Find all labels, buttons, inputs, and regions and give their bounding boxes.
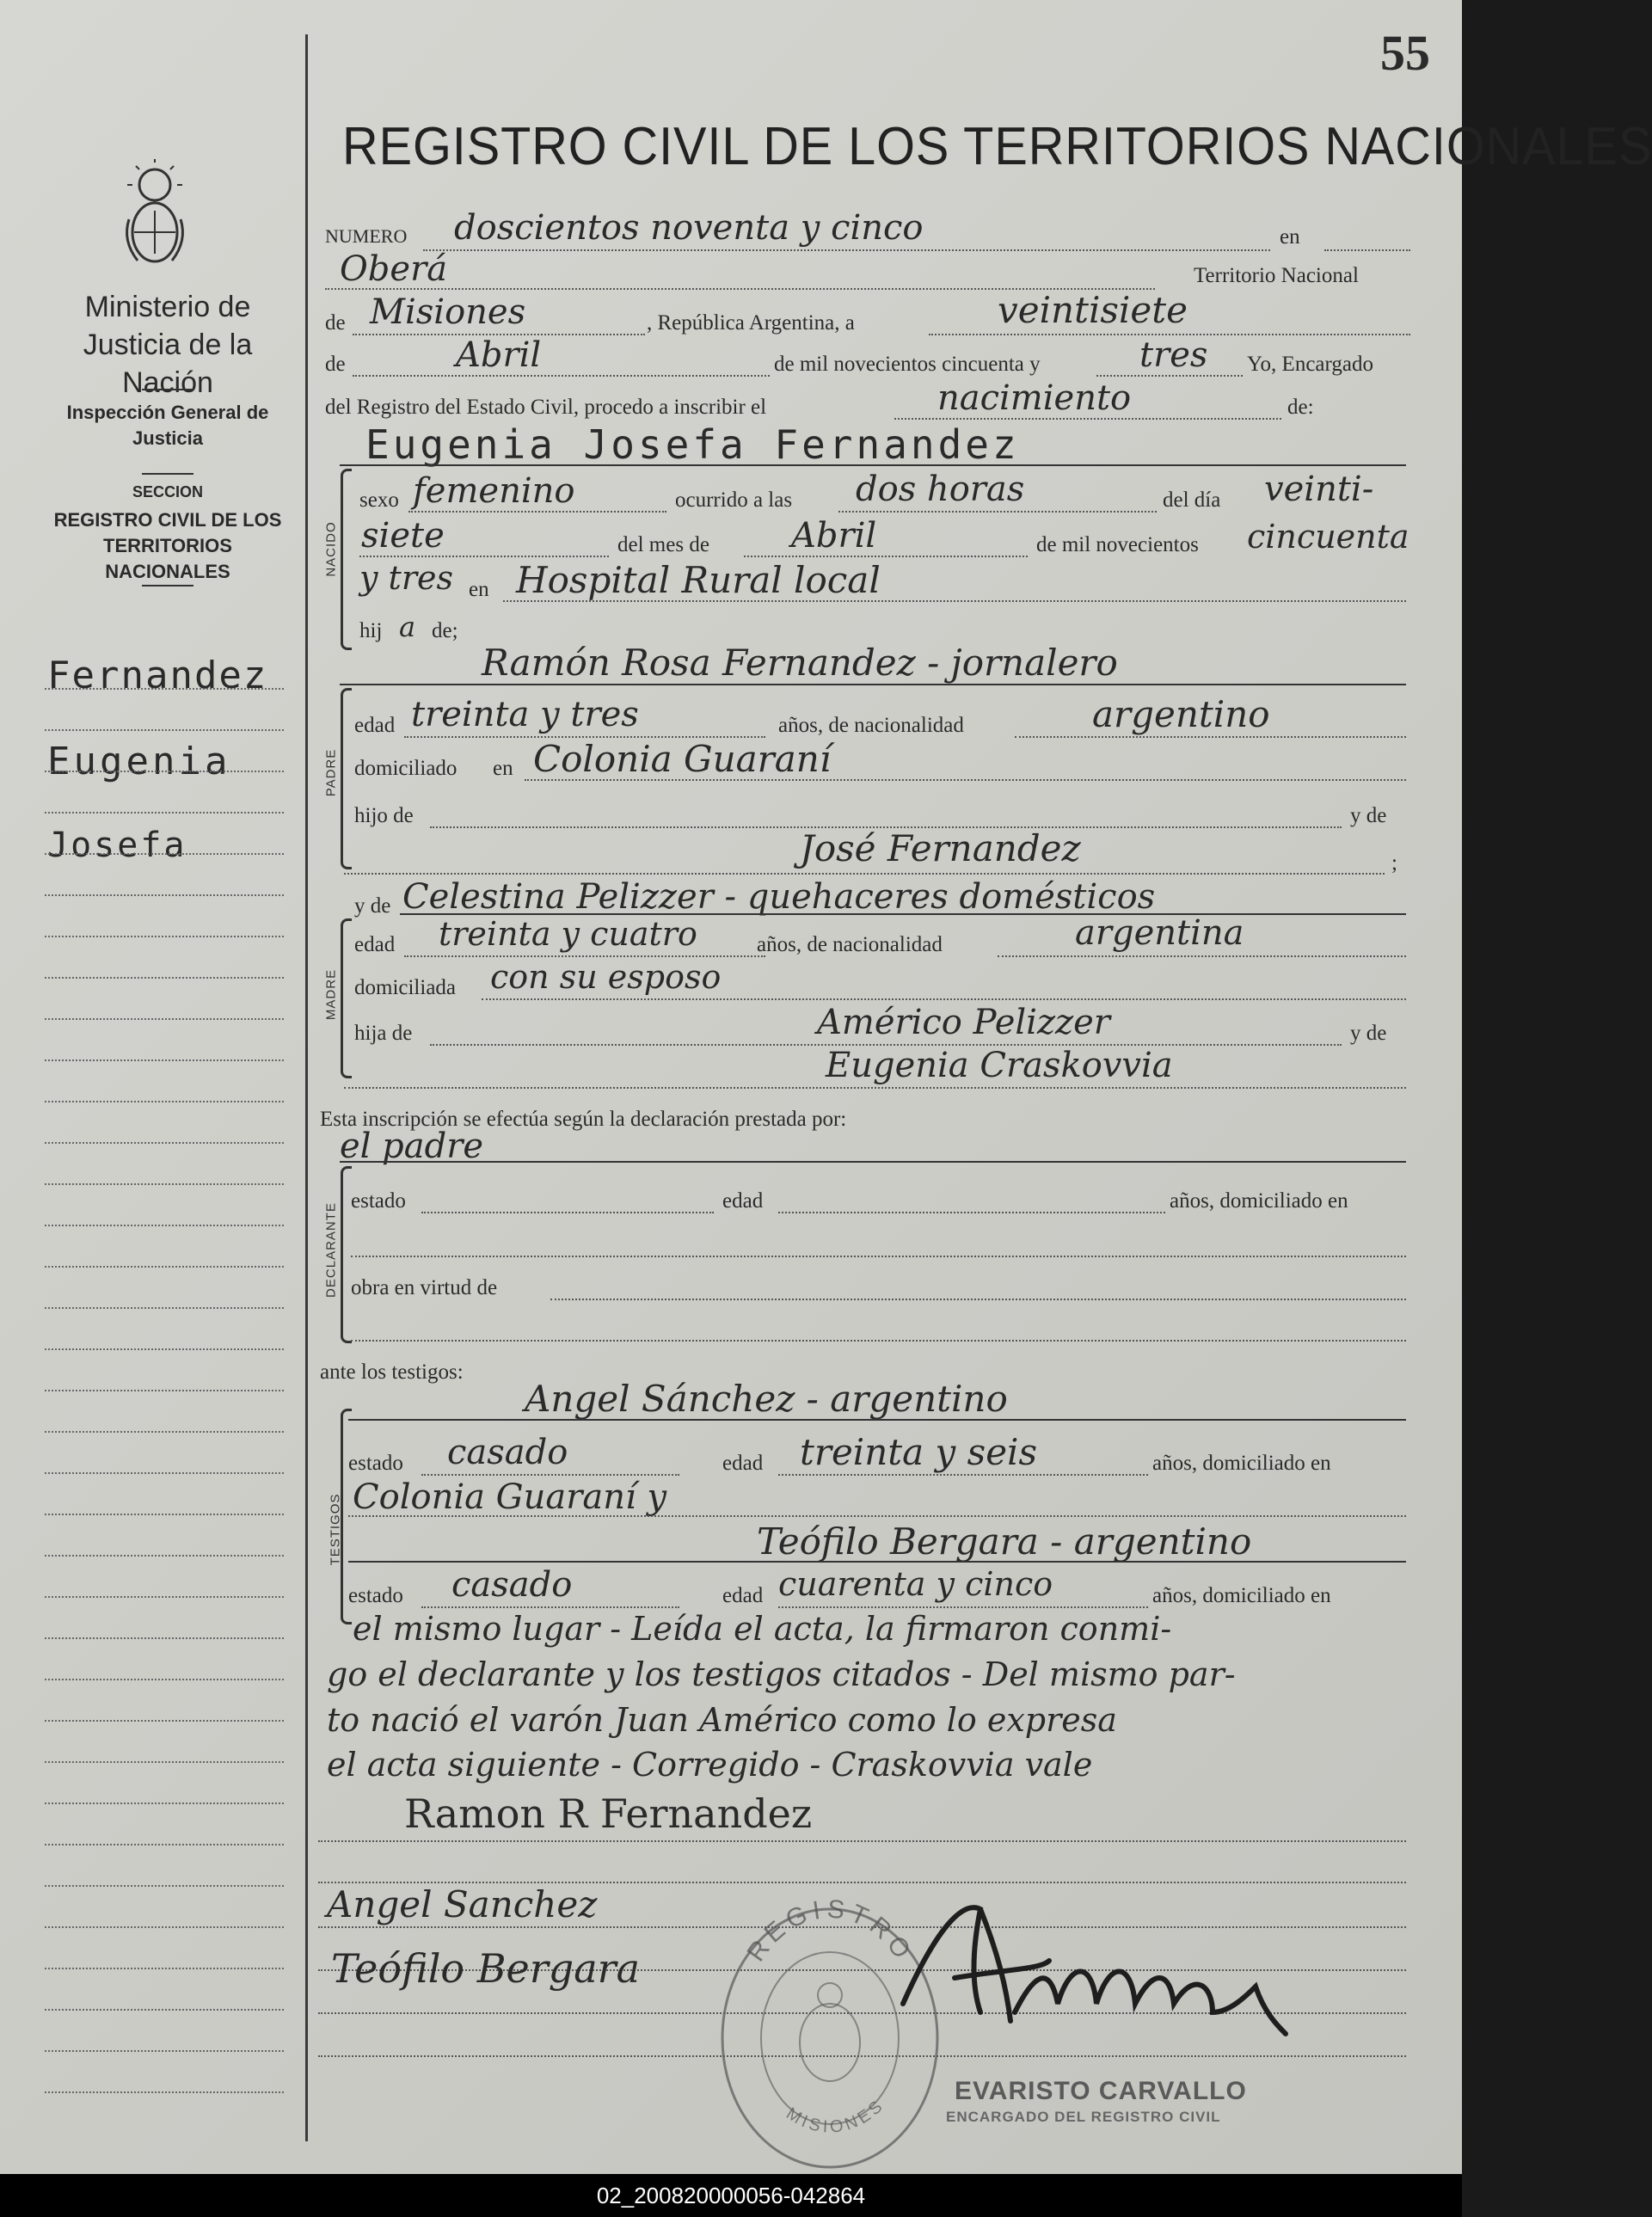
- hij-label: hij: [359, 619, 383, 642]
- acto-value: nacimiento: [937, 378, 1132, 418]
- sidebar-ruled-line: [45, 1183, 284, 1185]
- nacido-label: NACIDO: [323, 521, 339, 577]
- stamp-name: EVARISTO CARVALLO: [955, 2077, 1247, 2105]
- anio-nac-1-value: cincuenta: [1247, 518, 1409, 556]
- heading-rule: [142, 389, 193, 390]
- sidebar-ruled-line: [45, 1225, 284, 1226]
- declarante-value: el padre: [340, 1127, 484, 1166]
- sidebar-ruled-line: [45, 1348, 284, 1350]
- testigo1-value: Angel Sánchez - argentino: [525, 1378, 1008, 1420]
- mes-nac-value: Abril: [791, 516, 877, 556]
- padre-bracket: [341, 688, 352, 869]
- stamp-ring-top: REGISTRO: [741, 1895, 919, 1968]
- hora-line: [838, 511, 1157, 513]
- acto-line: [894, 418, 1281, 420]
- de-colon-label: de:: [1287, 396, 1314, 419]
- anio-line: [1096, 375, 1243, 377]
- declarante-edad-line: [778, 1212, 1165, 1213]
- numero-label: NUMERO: [325, 225, 408, 247]
- lugar-value: Oberá: [340, 249, 448, 289]
- hijo-de-label: hijo de: [354, 804, 414, 827]
- madre-anos-label: años, de nacionalidad: [757, 933, 943, 956]
- madre-dom-value: con su esposo: [490, 958, 722, 996]
- de-mil-2-label: de mil novecientos: [1036, 533, 1199, 556]
- nota-line-4: el acta siguiente - Corregido - Craskovvia vale: [327, 1746, 1093, 1784]
- del-dia-label: del día: [1163, 488, 1221, 512]
- section-label: SECCION: [132, 483, 203, 501]
- sidebar-ruled-line: [45, 1761, 284, 1763]
- sidebar-ruled-line: [45, 853, 284, 855]
- declarante-edad-label: edad: [722, 1189, 764, 1213]
- sidebar-ruled-line: [45, 1514, 284, 1515]
- nota-line-3: to nació el varón Juan Américo como lo expresa: [327, 1701, 1117, 1739]
- heading-rule-3: [142, 585, 193, 586]
- nombre-line: [340, 464, 1406, 466]
- territorio-label: Territorio Nacional: [1194, 264, 1359, 287]
- hora-value: dos horas: [856, 470, 1025, 509]
- madre-bracket: [341, 918, 352, 1078]
- obra-line: [550, 1299, 1406, 1300]
- sexo-line: [408, 511, 666, 513]
- del-mes-label: del mes de: [617, 533, 709, 556]
- inspection-heading: Inspección General de Justicia: [66, 402, 269, 449]
- dia-nac-2-value: siete: [361, 516, 445, 556]
- en-label-2: en: [469, 578, 489, 601]
- declarante-estado-label: estado: [351, 1189, 406, 1213]
- t2-edad-label: edad: [722, 1584, 764, 1607]
- dia-nac-2-line: [359, 556, 609, 557]
- t2-estado-label: estado: [348, 1584, 403, 1607]
- t1-edad-value: treinta y seis: [800, 1431, 1038, 1473]
- mes-value: Abril: [456, 335, 542, 375]
- en-label: en: [1280, 225, 1300, 249]
- del-registro-label: del Registro del Estado Civil, procedo a inscribir el: [325, 396, 767, 419]
- madre-y-de-label: y de: [354, 894, 391, 918]
- ministry-heading: Ministerio de Justicia de la Nación: [83, 291, 253, 399]
- ocurrido-label: ocurrido a las: [675, 488, 793, 512]
- anio-value: tres: [1139, 335, 1208, 375]
- firma-testigo-1: Angel Sanchez: [327, 1883, 598, 1925]
- anio-nac-2-value: y tres: [359, 559, 453, 597]
- en-line: [1324, 249, 1410, 251]
- padre-padres-line: [344, 873, 1385, 875]
- t2-estado-line: [421, 1606, 679, 1608]
- madre-y-de-label-2: y de: [1350, 1022, 1387, 1045]
- territorio-value: Misiones: [370, 292, 526, 332]
- t1-dom-value: Colonia Guaraní y: [353, 1477, 667, 1517]
- sidebar-ruled-line: [45, 1307, 284, 1309]
- padre-y-de-label: y de: [1350, 804, 1387, 827]
- sidebar-ruled-line: [45, 1390, 284, 1391]
- sidebar-ruled-line: [45, 936, 284, 937]
- sidebar-ruled-line: [45, 1596, 284, 1598]
- t1-estado-line: [421, 1474, 679, 1476]
- stamp-ring-bottom: MISIONES: [783, 2095, 889, 2137]
- numero-value: doscientos noventa y cinco: [454, 208, 924, 248]
- madre-nac-value: argentina: [1075, 913, 1244, 953]
- sidebar-ruled-line: [45, 977, 284, 979]
- sidebar-ruled-line: [45, 812, 284, 814]
- testigo2-line-top: [348, 1515, 1406, 1517]
- inscripcion-label: Esta inscripción se efectúa según la declaración prestada por:: [320, 1108, 847, 1131]
- sidebar-ruled-line: [45, 729, 284, 731]
- nacido-bracket: [341, 469, 352, 650]
- padre-nombre-value: Ramón Rosa Fernandez - jornalero: [482, 642, 1118, 684]
- dia-value: veintisiete: [998, 289, 1188, 331]
- image-caption: 02_200820000056-042864: [0, 2174, 1462, 2217]
- declarante-anos-label: años, domiciliado en: [1170, 1189, 1348, 1213]
- yo-label: Yo, Encargado: [1247, 353, 1373, 376]
- testigos-label: TESTIGOS: [328, 1493, 343, 1566]
- sidebar-ruled-line: [45, 1101, 284, 1102]
- ante-label: ante los testigos:: [320, 1360, 464, 1384]
- testigo1-line: [348, 1419, 1406, 1421]
- sidebar-ruled-line: [45, 1472, 284, 1474]
- sidebar-ruled-line: [45, 1555, 284, 1557]
- republica-label: , República Argentina, a: [647, 311, 855, 335]
- sidebar-ruled-line: [45, 1720, 284, 1722]
- sidebar-ruled-line: [45, 1802, 284, 1804]
- madre-edad-value: treinta y cuatro: [439, 915, 697, 953]
- lugar-nac-value: Hospital Rural local: [516, 559, 881, 601]
- declarante-estado-line: [421, 1212, 714, 1213]
- padre-edad-label: edad: [354, 714, 396, 737]
- sidebar-ruled-line: [45, 1431, 284, 1433]
- sidebar-ruled-line: [45, 894, 284, 896]
- national-coat-of-arms-icon: [120, 159, 189, 267]
- sidebar-second-name: Josefa: [47, 826, 187, 865]
- section-name: REGISTRO CIVIL DE LOS TERRITORIOS NACIONALES: [53, 509, 282, 582]
- t1-edad-line: [778, 1474, 1148, 1476]
- madre-padre-value: Américo Pelizzer: [817, 1003, 1110, 1042]
- nota-line-1: el mismo lugar - Leída el acta, la firmaron conmi-: [353, 1610, 1172, 1648]
- obra-label: obra en virtud de: [351, 1276, 498, 1299]
- encargado-signature: [886, 1875, 1290, 2038]
- padre-en-label: en: [493, 757, 513, 780]
- padre-dom-label: domiciliado: [354, 757, 458, 780]
- obra-line-2: [351, 1340, 1406, 1342]
- padre-edad-value: treinta y tres: [411, 695, 639, 734]
- declarante-line: [340, 1161, 1406, 1163]
- padre-nac-line: [1015, 736, 1406, 738]
- nombre-value: Eugenia Josefa Fernandez: [365, 421, 1020, 468]
- sexo-label: sexo: [359, 488, 399, 512]
- de-label-1: de: [325, 311, 346, 335]
- t2-anos-label: años, domiciliado en: [1152, 1584, 1331, 1607]
- madre-edad-line: [404, 955, 765, 957]
- padre-nombre-line: [340, 684, 1406, 685]
- sidebar-ruled-line: [45, 1018, 284, 1020]
- mes-line: [353, 375, 770, 377]
- page-number: 55: [1380, 25, 1430, 81]
- sidebar-ruled-line: [45, 2091, 284, 2093]
- sidebar-ruled-line: [45, 1926, 284, 1928]
- sidebar-ruled-line: [45, 1968, 284, 1969]
- hij-suffix: a: [399, 611, 416, 643]
- sidebar-ruled-line: [45, 1679, 284, 1680]
- mes-nac-line: [744, 556, 1028, 557]
- t2-edad-line: [778, 1606, 1148, 1608]
- hija-de-label: hija de: [354, 1022, 413, 1045]
- padre-anos-label: años, de nacionalidad: [778, 714, 964, 737]
- padre-semicolon: ;: [1391, 851, 1397, 875]
- dia-nac-1-value: veinti-: [1264, 470, 1374, 509]
- t1-anos-label: años, domiciliado en: [1152, 1452, 1331, 1475]
- padre-padres-value: José Fernandez: [800, 827, 1081, 869]
- t2-estado-value: casado: [451, 1565, 573, 1605]
- padre-label: PADRE: [323, 748, 339, 797]
- testigo2-value: Teófilo Bergara - argentino: [757, 1520, 1252, 1563]
- declarante-label: DECLARANTE: [323, 1202, 339, 1298]
- firma-padre-line: [318, 1840, 1406, 1842]
- t1-estado-value: casado: [447, 1433, 568, 1472]
- madre-nombre-value: Celestina Pelizzer - quehaceres domésticos: [402, 877, 1156, 917]
- svg-text:MISIONES: [783, 2095, 888, 2137]
- sidebar-ruled-line: [45, 771, 284, 772]
- de-label-2: de: [325, 353, 346, 376]
- sidebar-ruled-line: [45, 1266, 284, 1268]
- sidebar-ruled-line: [45, 1885, 284, 1887]
- madre-madre-line: [344, 1087, 1406, 1089]
- de-semicolon-label: de;: [432, 619, 458, 642]
- sidebar-ruled-line: [45, 1844, 284, 1845]
- sidebar-divider: [305, 34, 308, 2141]
- sidebar-ruled-line: [45, 1637, 284, 1639]
- heading-rule-2: [142, 473, 193, 475]
- t1-estado-label: estado: [348, 1452, 403, 1475]
- sidebar-ruled-line: [45, 1059, 284, 1061]
- madre-madre-value: Eugenia Craskovvia: [826, 1046, 1173, 1085]
- sidebar-ruled-line: [45, 688, 284, 690]
- sidebar-surname: Fernandez: [47, 654, 268, 697]
- sexo-value: femenino: [413, 471, 575, 511]
- nota-line-2: go el declarante y los testigos citados - Del mismo par-: [327, 1655, 1236, 1693]
- declarante-dom-line: [351, 1256, 1406, 1257]
- madre-dom-label: domiciliada: [354, 976, 457, 999]
- madre-nac-line: [998, 955, 1406, 957]
- madre-edad-label: edad: [354, 933, 396, 956]
- padre-dom-value: Colonia Guaraní: [533, 738, 832, 780]
- madre-dom-line: [482, 998, 1406, 1000]
- sidebar-ruled-line: [45, 2050, 284, 2052]
- sidebar-first-name: Eugenia: [47, 740, 231, 783]
- madre-label: MADRE: [323, 968, 339, 1021]
- page-title: REGISTRO CIVIL DE LOS TERRITORIOS NACIONALES: [342, 117, 1652, 176]
- sidebar-ruled-line: [45, 1142, 284, 1144]
- stamp-role: ENCARGADO DEL REGISTRO CIVIL: [946, 2109, 1221, 2125]
- de-mil-label: de mil novecientos cincuenta y: [774, 353, 1041, 376]
- t2-edad-value: cuarenta y cinco: [778, 1565, 1053, 1603]
- numero-line: [423, 249, 1270, 251]
- testigo2-line: [348, 1561, 1406, 1563]
- padre-nac-value: argentino: [1092, 693, 1270, 735]
- t1-edad-label: edad: [722, 1452, 764, 1475]
- firma-padre: Ramon R Fernandez: [404, 1790, 813, 1837]
- firma-testigo-2: Teófilo Bergara: [331, 1945, 641, 1992]
- sidebar-ruled-line: [45, 2009, 284, 2011]
